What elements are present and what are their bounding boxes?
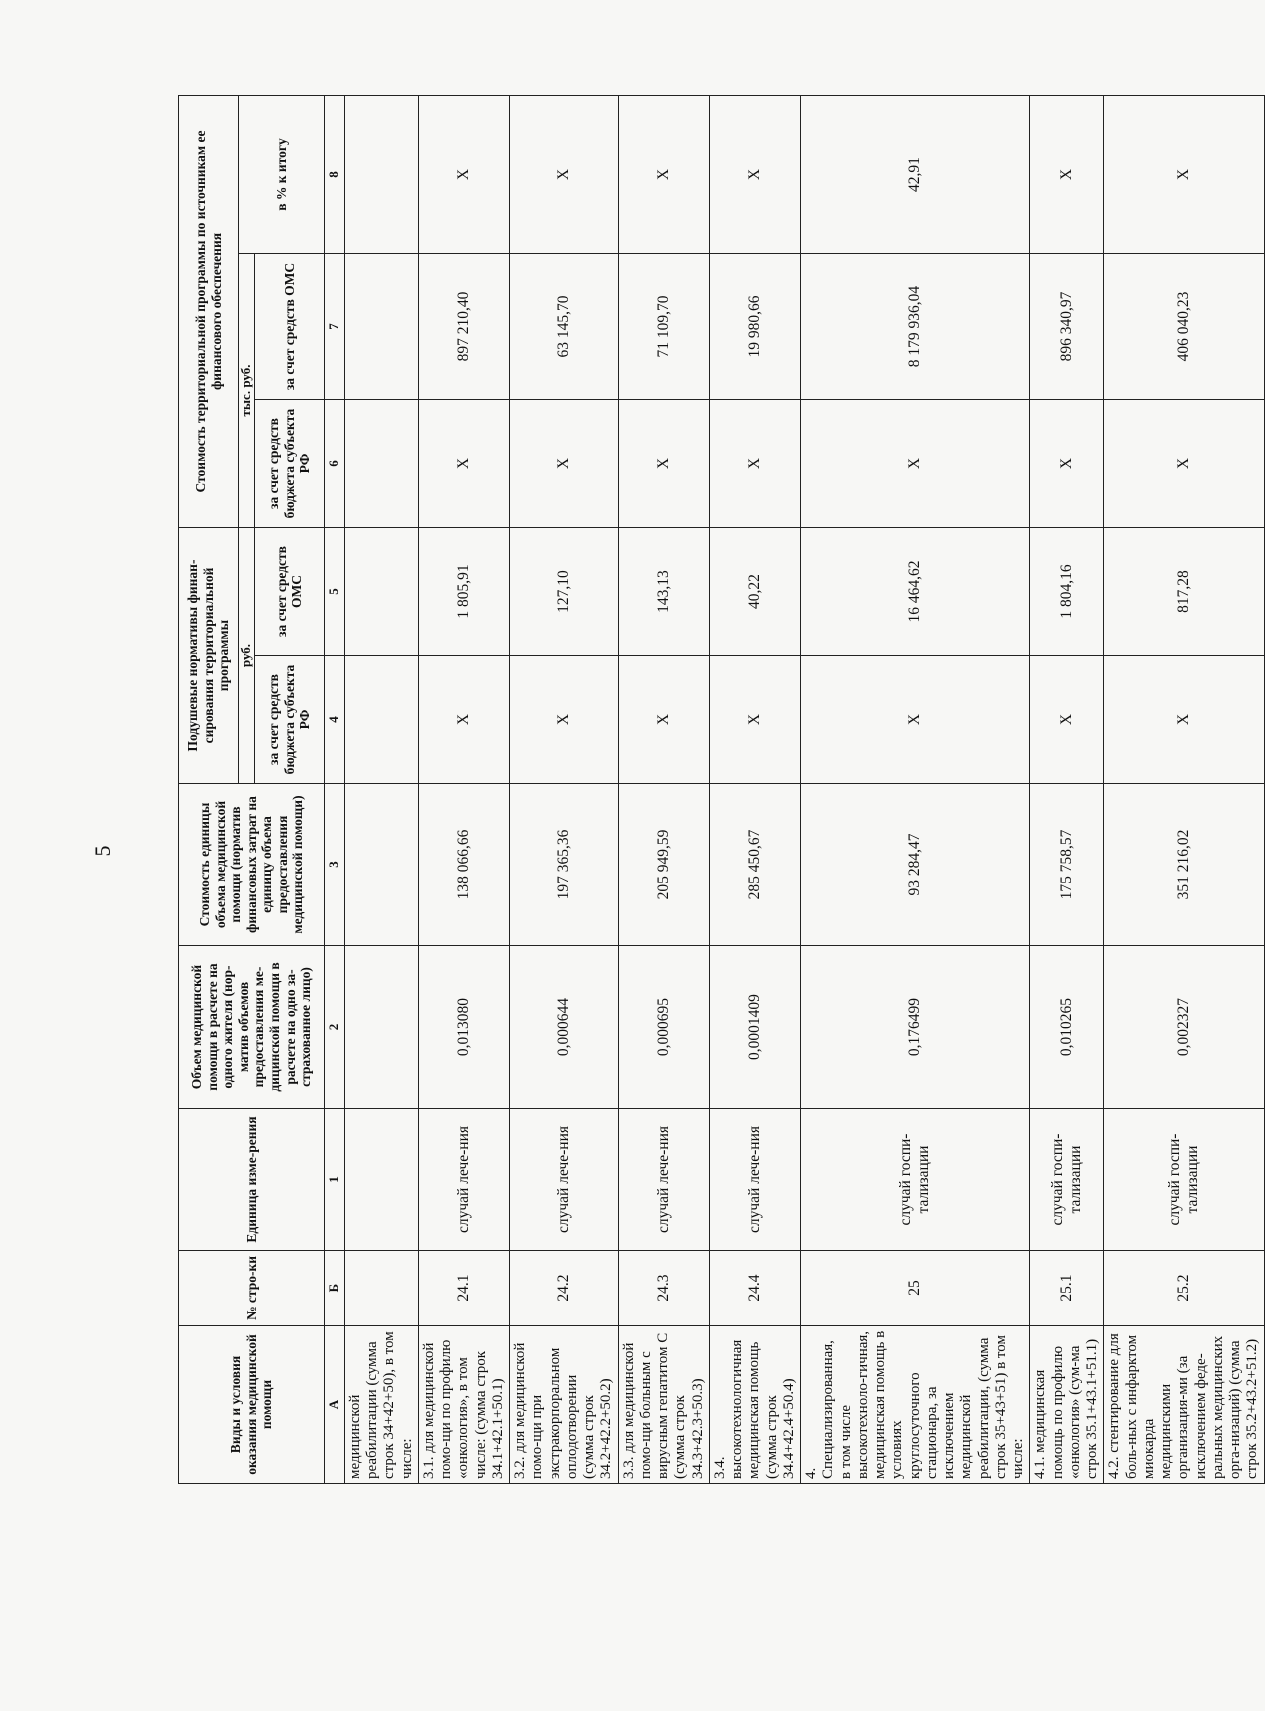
row-per-capita-budget	[344, 656, 418, 784]
row-per-capita-budget: X	[1030, 656, 1104, 784]
index-cell: А	[324, 1326, 344, 1484]
index-cell: 6	[324, 400, 344, 528]
index-cell: Б	[324, 1251, 344, 1326]
row-cost-oms	[344, 254, 418, 400]
row-unit-cost: 285 450,67	[709, 784, 800, 946]
table-row	[418, 95, 509, 1483]
index-row	[324, 95, 344, 1483]
page-number: 5	[90, 845, 115, 857]
row-unit-cost: 138 066,66	[418, 784, 509, 946]
row-unit: случай лече-ния	[709, 1109, 800, 1251]
row-unit: случай госпи-тализации	[801, 1109, 1030, 1251]
row-cost-oms: 897 210,40	[418, 254, 509, 400]
row-per-capita-budget: X	[801, 656, 1030, 784]
index-cell: 3	[324, 784, 344, 946]
row-number: 25.2	[1104, 1251, 1264, 1326]
row-unit-cost: 175 758,57	[1030, 784, 1104, 946]
row-cost-oms: 896 340,97	[1030, 254, 1104, 400]
header-unit-67: тыс. руб.	[239, 254, 255, 528]
index-cell: 1	[324, 1109, 344, 1251]
row-name: 3.4. высокотехнологичная медицинская помощь (сумма строк 34.4+42.4+50.4)	[709, 1326, 800, 1484]
row-percent: X	[618, 95, 709, 253]
row-cost-oms: 19 980,66	[709, 254, 800, 400]
row-per-capita-budget: X	[418, 656, 509, 784]
index-cell: 2	[324, 946, 344, 1109]
row-name: 4.2. стентирование для боль-ных с инфарктом миокарда медицинскими организация-ми (за исключением феде-ральных медицинских орга-низаций) (сумма строк 35.2+43.2+51.2)	[1104, 1326, 1264, 1484]
row-unit: случай госпи-тализации	[1104, 1109, 1264, 1251]
row-cost-budget	[344, 400, 418, 528]
row-cost-budget: X	[618, 400, 709, 528]
table-row	[801, 95, 1030, 1483]
row-percent: X	[510, 95, 619, 253]
row-name: 4. Специализированная, в том числе высокотехноло-гичная, медицинская помощь в условиях круглосуточного стационара, за исключением медицинской реабилитации, (сумма строк 35+43+51) в том числе:	[801, 1326, 1030, 1484]
row-number: 24.1	[418, 1251, 509, 1326]
header-group-678: Стоимость территориальной программы по источникам ее финансового обеспечения	[179, 95, 239, 527]
header-unit-45: руб.	[239, 528, 255, 784]
row-unit: случай лече-ния	[510, 1109, 619, 1251]
row-number: 24.4	[709, 1251, 800, 1326]
row-cost-budget: X	[1104, 400, 1264, 528]
table-row	[344, 95, 418, 1483]
row-unit-cost: 351 216,02	[1104, 784, 1264, 946]
row-unit-cost: 197 365,36	[510, 784, 619, 946]
row-cost-oms: 71 109,70	[618, 254, 709, 400]
row-volume	[344, 946, 418, 1109]
row-cost-budget: X	[709, 400, 800, 528]
row-number: 24.3	[618, 1251, 709, 1326]
row-per-capita-budget: X	[709, 656, 800, 784]
row-cost-budget: X	[418, 400, 509, 528]
row-unit	[344, 1109, 418, 1251]
row-per-capita-budget: X	[618, 656, 709, 784]
header-group-45: Подушевые нормативы финан-сирования территориальной программы	[179, 528, 239, 784]
header-col-b: № стро-ки	[179, 1251, 325, 1326]
row-cost-oms: 63 145,70	[510, 254, 619, 400]
row-name: 3.3. для медицинской помо-щи больным с вирусным гепатитом С (сумма строк 34.3+42.3+50.3)	[618, 1326, 709, 1484]
table-body	[344, 95, 1264, 1483]
row-percent: 42,91	[801, 95, 1030, 253]
index-cell: 7	[324, 254, 344, 400]
header-col-3: Стоимость единицы объема медицинской помощи (норматив финансовых затрат на единицу объема предоставления медицинской помощи)	[179, 784, 325, 946]
row-cost-oms: 406 040,23	[1104, 254, 1264, 400]
row-number	[344, 1251, 418, 1326]
row-percent	[344, 95, 418, 253]
row-percent: X	[1104, 95, 1264, 253]
financing-table	[178, 95, 1265, 1484]
row-number: 24.2	[510, 1251, 619, 1326]
table-row	[618, 95, 709, 1483]
row-volume: 0,176499	[801, 946, 1030, 1109]
row-volume: 0,000644	[510, 946, 619, 1109]
header-row-1	[179, 95, 239, 1483]
row-volume: 0,0001409	[709, 946, 800, 1109]
index-cell: 5	[324, 528, 344, 656]
row-unit: случай лече-ния	[618, 1109, 709, 1251]
header-col-5: за счет средств ОМС	[254, 528, 324, 656]
index-cell: 8	[324, 95, 344, 253]
header-col-1: Единица изме-рения	[179, 1109, 325, 1251]
row-percent: X	[709, 95, 800, 253]
row-percent: X	[418, 95, 509, 253]
header-col-2: Объем медицинской помощи в расчете на одного жителя (нор-матив объемов предоставления ме-дицинской помощи в расчете на одно за-страхованное лицо)	[179, 946, 325, 1109]
row-per-capita-budget: X	[1104, 656, 1264, 784]
row-unit-cost: 205 949,59	[618, 784, 709, 946]
row-per-capita-oms: 817,28	[1104, 528, 1264, 656]
header-col-a: Виды и условия оказания медицинской помощи	[179, 1326, 325, 1484]
row-per-capita-oms: 16 464,62	[801, 528, 1030, 656]
row-cost-budget: X	[510, 400, 619, 528]
table-row	[1104, 95, 1264, 1483]
row-cost-oms: 8 179 936,04	[801, 254, 1030, 400]
row-per-capita-oms: 143,13	[618, 528, 709, 656]
row-cost-budget: X	[801, 400, 1030, 528]
row-volume: 0,013080	[418, 946, 509, 1109]
header-col-6: за счет средств бюджета субъекта РФ	[254, 400, 324, 528]
index-cell: 4	[324, 656, 344, 784]
row-volume: 0,010265	[1030, 946, 1104, 1109]
row-unit-cost: 93 284,47	[801, 784, 1030, 946]
row-name: 3.1. для медицинской помо-щи по профилю «онкология», в том числе: (сумма строк 34.1+42.1+50.1)	[418, 1326, 509, 1484]
row-volume: 0,000695	[618, 946, 709, 1109]
row-name: 4.1. медицинская помощь по профилю «онкология» (сум-ма строк 35.1+43.1+51.1)	[1030, 1326, 1104, 1484]
row-cost-budget: X	[1030, 400, 1104, 528]
row-per-capita-oms: 1 805,91	[418, 528, 509, 656]
row-per-capita-oms: 1 804,16	[1030, 528, 1104, 656]
header-col-7: за счет средств ОМС	[254, 254, 324, 400]
row-per-capita-oms	[344, 528, 418, 656]
row-number: 25	[801, 1251, 1030, 1326]
row-unit: случай госпи-тализации	[1030, 1109, 1104, 1251]
table-row	[1030, 95, 1104, 1483]
table-row	[510, 95, 619, 1483]
row-name: медицинской реабилитации (сумма строк 34+42+50), в том числе:	[344, 1326, 418, 1484]
row-number: 25.1	[1030, 1251, 1104, 1326]
table-row	[709, 95, 800, 1483]
row-percent: X	[1030, 95, 1104, 253]
header-col-4: за счет средств бюджета субъекта РФ	[254, 656, 324, 784]
row-per-capita-budget: X	[510, 656, 619, 784]
row-unit: случай лече-ния	[418, 1109, 509, 1251]
row-unit-cost	[344, 784, 418, 946]
rotated-table-area	[178, 96, 1261, 1484]
row-per-capita-oms: 40,22	[709, 528, 800, 656]
row-volume: 0,002327	[1104, 946, 1264, 1109]
row-name: 3.2. для медицинской помо-щи при экстракорпоральном оплодотворении (сумма строк 34.2+42.2+50.2)	[510, 1326, 619, 1484]
header-col-8: в % к итогу	[239, 95, 325, 253]
row-per-capita-oms: 127,10	[510, 528, 619, 656]
